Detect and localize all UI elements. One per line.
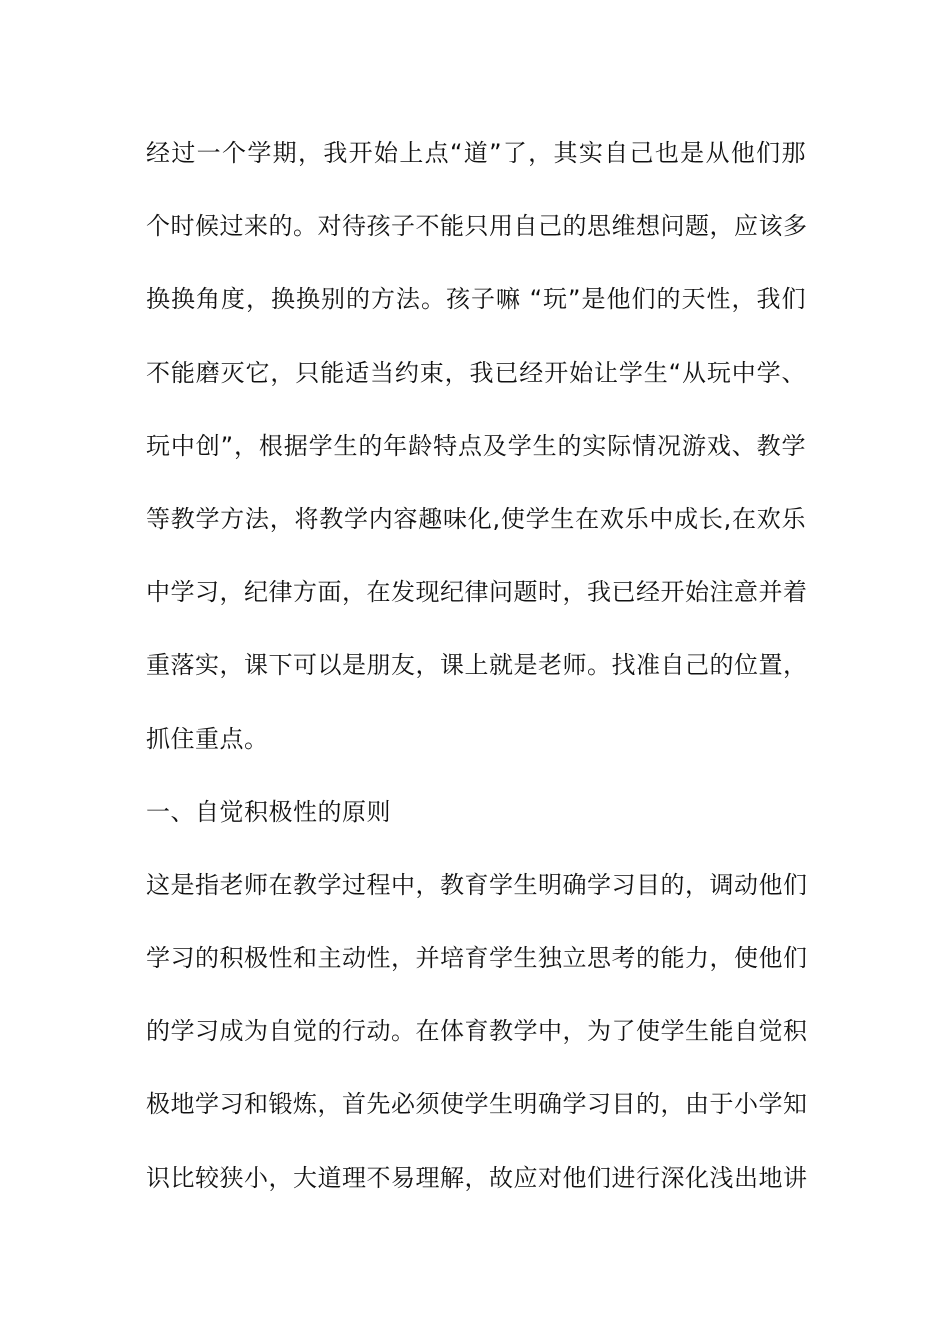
text-line: 经过一个学期，我开始上点“道”了，其实自己也是从他们那 xyxy=(146,139,806,167)
text-line: 等教学方法，将教学内容趣味化,使学生在欢乐中成长,在欢乐 xyxy=(146,504,806,533)
text-line: 极地学习和锻炼，首先必须使学生明确学习目的，由于小学知 xyxy=(146,1090,808,1119)
text-line: 的学习成为自觉的行动。在体育教学中，为了使学生能自觉积 xyxy=(146,1017,808,1046)
text-line: 中学习，纪律方面，在发现纪律问题时，我已经开始注意并着 xyxy=(146,578,808,607)
text-line: 抓住重点。 xyxy=(146,724,269,753)
text-line: 这是指老师在教学过程中，教育学生明确学习目的，调动他们 xyxy=(146,870,808,899)
text-line: 学习的积极性和主动性，并培育学生独立思考的能力，使他们 xyxy=(146,944,808,973)
text-line: 不能磨灭它，只能适当约束，我已经开始让学生“从玩中学、 xyxy=(146,358,806,387)
text-line: 重落实，课下可以是朋友，课上就是老师。找准自己的位置， xyxy=(146,651,808,680)
text-line: 识比较狭小，大道理不易理解，故应对他们进行深化浅出地讲 xyxy=(146,1163,808,1192)
section-heading: 一、自觉积极性的原则 xyxy=(146,797,391,826)
text-line: 个时候过来的。对待孩子不能只用自己的思维想问题，应该多 xyxy=(146,212,808,241)
body-text xyxy=(146,127,806,1225)
text-line: 玩中创”，根据学生的年龄特点及学生的实际情况游戏、教学 xyxy=(146,431,806,460)
text-line: 换换角度，换换别的方法。孩子嘛 “玩”是他们的天性，我们 xyxy=(146,285,806,314)
